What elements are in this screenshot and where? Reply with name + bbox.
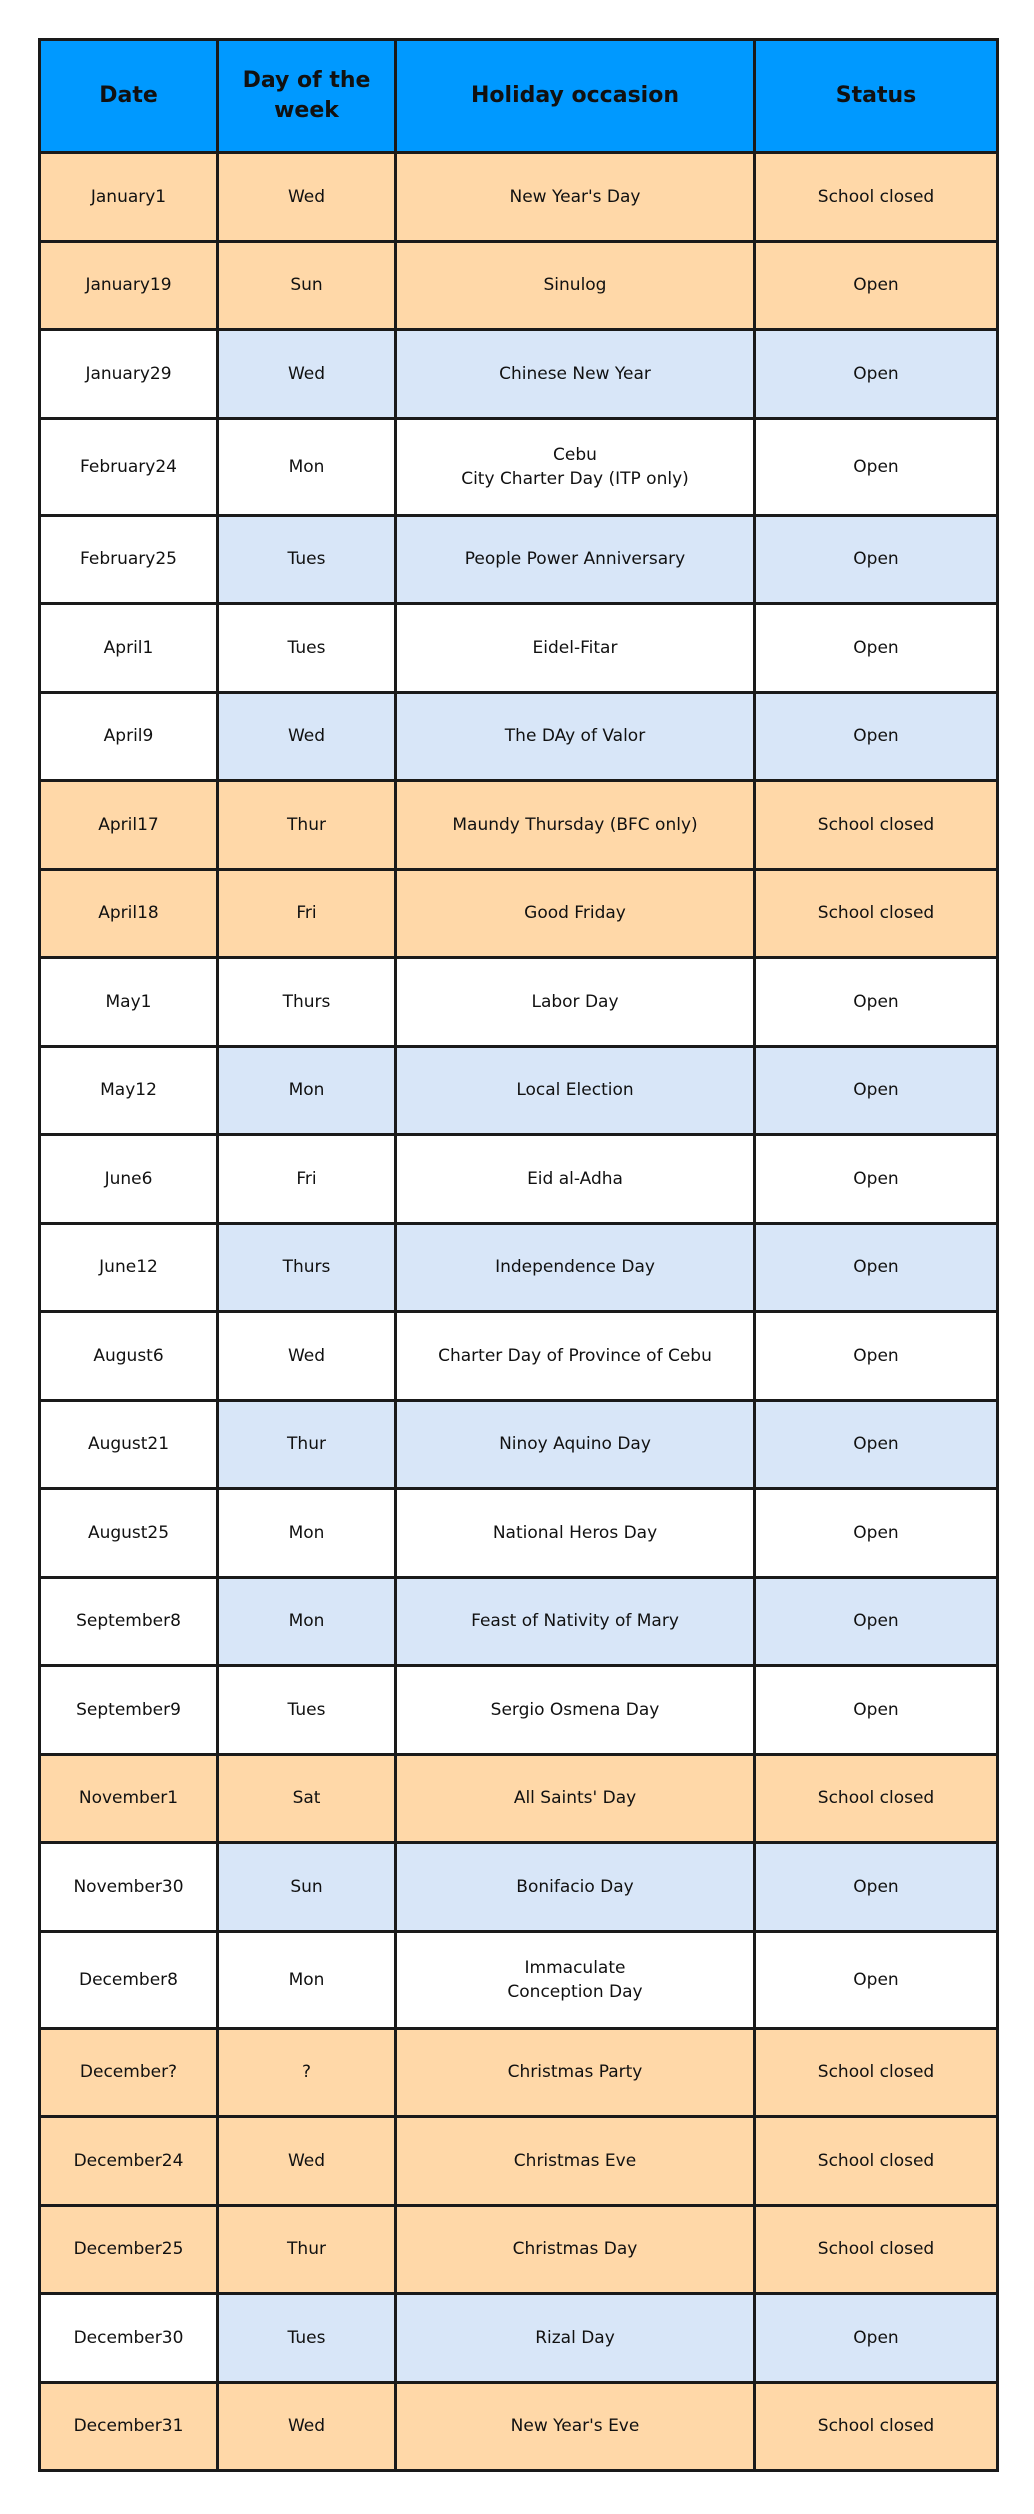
cell-date: January1 (40, 153, 218, 242)
cell-date: December24 (40, 2117, 218, 2206)
table-row (40, 330, 998, 419)
cell-status: Open (755, 2294, 998, 2383)
table-row (40, 1754, 998, 1843)
cell-date: December31 (40, 2382, 218, 2471)
table-header (40, 40, 998, 153)
cell-date: April18 (40, 869, 218, 958)
table-row (40, 1931, 998, 2028)
cell-date: September9 (40, 1666, 218, 1755)
table-row (40, 1577, 998, 1666)
cell-day: ? (218, 2028, 396, 2117)
cell-occasion: Christmas Eve (396, 2117, 755, 2206)
cell-date: April1 (40, 604, 218, 693)
cell-status: School closed (755, 2028, 998, 2117)
table-row (40, 418, 998, 515)
cell-status: Open (755, 1489, 998, 1578)
cell-day: Wed (218, 153, 396, 242)
table-row (40, 2117, 998, 2206)
table-row (40, 1046, 998, 1135)
cell-status: School closed (755, 869, 998, 958)
cell-status: School closed (755, 153, 998, 242)
cell-status: Open (755, 1312, 998, 1401)
table-row (40, 1489, 998, 1578)
cell-date: May12 (40, 1046, 218, 1135)
cell-status: Open (755, 1666, 998, 1755)
cell-occasion: Maundy Thursday (BFC only) (396, 781, 755, 870)
cell-status: Open (755, 1843, 998, 1932)
cell-day: Mon (218, 418, 396, 515)
cell-status: Open (755, 1223, 998, 1312)
header-row (40, 40, 998, 153)
cell-status: School closed (755, 2117, 998, 2206)
table-row (40, 153, 998, 242)
table-row (40, 2382, 998, 2471)
cell-status: Open (755, 958, 998, 1047)
cell-day: Fri (218, 869, 396, 958)
table-row (40, 1400, 998, 1489)
cell-date: May1 (40, 958, 218, 1047)
cell-day: Tues (218, 2294, 396, 2383)
header-date: Date (40, 40, 218, 153)
cell-date: November1 (40, 1754, 218, 1843)
cell-day: Wed (218, 2382, 396, 2471)
cell-occasion: Immaculate Conception Day (396, 1931, 755, 2028)
cell-occasion: New Year's Eve (396, 2382, 755, 2471)
table-row (40, 1312, 998, 1401)
cell-occasion: Eid al-Adha (396, 1135, 755, 1224)
holiday-table (38, 38, 999, 2472)
cell-day: Wed (218, 692, 396, 781)
cell-occasion: Sinulog (396, 241, 755, 330)
cell-day: Thur (218, 781, 396, 870)
cell-day: Mon (218, 1046, 396, 1135)
cell-occasion: Bonifacio Day (396, 1843, 755, 1932)
cell-status: Open (755, 1577, 998, 1666)
table-row (40, 958, 998, 1047)
cell-occasion: Charter Day of Province of Cebu (396, 1312, 755, 1401)
header-holiday-occasion: Holiday occasion (396, 40, 755, 153)
cell-day: Thur (218, 2205, 396, 2294)
table-row (40, 2205, 998, 2294)
cell-day: Tues (218, 604, 396, 693)
cell-occasion: Christmas Party (396, 2028, 755, 2117)
cell-date: August21 (40, 1400, 218, 1489)
cell-date: September8 (40, 1577, 218, 1666)
cell-status: Open (755, 1135, 998, 1224)
cell-day: Sun (218, 1843, 396, 1932)
cell-day: Thurs (218, 1223, 396, 1312)
cell-status: School closed (755, 1754, 998, 1843)
table-row (40, 781, 998, 870)
cell-occasion: Cebu City Charter Day (ITP only) (396, 418, 755, 515)
cell-status: School closed (755, 2382, 998, 2471)
cell-date: December25 (40, 2205, 218, 2294)
cell-occasion: People Power Anniversary (396, 515, 755, 604)
cell-day: Wed (218, 1312, 396, 1401)
table-row (40, 692, 998, 781)
cell-status: Open (755, 1931, 998, 2028)
cell-date: April17 (40, 781, 218, 870)
cell-day: Wed (218, 2117, 396, 2206)
cell-date: August6 (40, 1312, 218, 1401)
cell-status: Open (755, 604, 998, 693)
header-day-of-week: Day of the week (218, 40, 396, 153)
cell-date: January29 (40, 330, 218, 419)
cell-date: June6 (40, 1135, 218, 1224)
cell-occasion: Christmas Day (396, 2205, 755, 2294)
table-row (40, 604, 998, 693)
cell-occasion: Labor Day (396, 958, 755, 1047)
cell-occasion: Chinese New Year (396, 330, 755, 419)
cell-date: January19 (40, 241, 218, 330)
table-body (40, 153, 998, 2471)
cell-status: Open (755, 241, 998, 330)
cell-date: August25 (40, 1489, 218, 1578)
cell-status: Open (755, 418, 998, 515)
table-row (40, 1843, 998, 1932)
cell-status: Open (755, 1046, 998, 1135)
cell-occasion: Rizal Day (396, 2294, 755, 2383)
cell-day: Mon (218, 1931, 396, 2028)
cell-status: School closed (755, 781, 998, 870)
cell-date: June12 (40, 1223, 218, 1312)
header-status: Status (755, 40, 998, 153)
cell-day: Tues (218, 515, 396, 604)
cell-status: Open (755, 692, 998, 781)
table-row (40, 515, 998, 604)
cell-occasion: Local Election (396, 1046, 755, 1135)
cell-occasion: Sergio Osmena Day (396, 1666, 755, 1755)
cell-day: Mon (218, 1577, 396, 1666)
table-row (40, 869, 998, 958)
table-row (40, 1223, 998, 1312)
cell-occasion: Ninoy Aquino Day (396, 1400, 755, 1489)
cell-date: December? (40, 2028, 218, 2117)
cell-date: November30 (40, 1843, 218, 1932)
cell-status: Open (755, 1400, 998, 1489)
cell-date: February25 (40, 515, 218, 604)
cell-occasion: All Saints' Day (396, 1754, 755, 1843)
cell-day: Mon (218, 1489, 396, 1578)
cell-day: Fri (218, 1135, 396, 1224)
cell-date: December30 (40, 2294, 218, 2383)
cell-occasion: The DAy of Valor (396, 692, 755, 781)
table-row (40, 241, 998, 330)
cell-day: Sat (218, 1754, 396, 1843)
cell-occasion: Feast of Nativity of Mary (396, 1577, 755, 1666)
table-row (40, 2028, 998, 2117)
cell-date: April9 (40, 692, 218, 781)
cell-occasion: Independence Day (396, 1223, 755, 1312)
cell-date: December8 (40, 1931, 218, 2028)
cell-status: Open (755, 515, 998, 604)
cell-occasion: National Heros Day (396, 1489, 755, 1578)
table-row (40, 1135, 998, 1224)
cell-day: Thurs (218, 958, 396, 1047)
table-row (40, 1666, 998, 1755)
cell-day: Sun (218, 241, 396, 330)
cell-occasion: Eidel-Fitar (396, 604, 755, 693)
cell-day: Thur (218, 1400, 396, 1489)
cell-day: Tues (218, 1666, 396, 1755)
cell-date: February24 (40, 418, 218, 515)
cell-status: Open (755, 330, 998, 419)
cell-occasion: New Year's Day (396, 153, 755, 242)
cell-status: School closed (755, 2205, 998, 2294)
cell-occasion: Good Friday (396, 869, 755, 958)
table-row (40, 2294, 998, 2383)
cell-day: Wed (218, 330, 396, 419)
